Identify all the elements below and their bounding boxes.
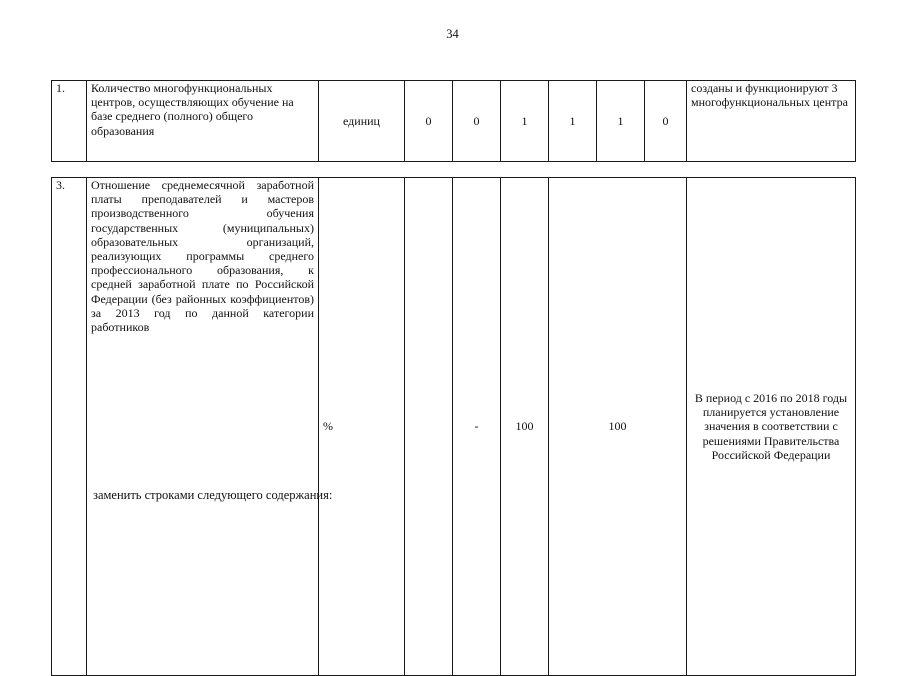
note-cell: созданы и функционируют 3 многофункциональных центра xyxy=(687,81,856,162)
indicator-name: Отношение среднемесячной заработной платы преподавателей и мастеров производственного обучения государственных (муниципальных) образовательных организаций, реализующих программы среднего профессионального образования, к средней заработной плате по Российской Федерации (без районных коэффициентов) за 2013 год по данной категории работников xyxy=(87,178,319,676)
page-number: 34 xyxy=(446,27,459,41)
value-cell: 0 xyxy=(405,81,453,162)
table-row xyxy=(52,178,856,676)
merged-period-cell: В период с 2016 по 2018 годы планируется установление значения в соответствии с решениями Правительства Российской Федерации xyxy=(687,178,856,676)
value-cell: 100 xyxy=(501,178,549,676)
value-cell: 0 xyxy=(645,81,687,162)
value-cell: 1 xyxy=(501,81,549,162)
row-number: 1. xyxy=(52,81,87,162)
replacement-instruction: заменить строками следующего содержания: xyxy=(93,488,333,502)
indicator-table-row-3 xyxy=(51,177,856,676)
unit-cell: единиц xyxy=(319,81,405,162)
row-number: 3. xyxy=(52,178,87,676)
table-row xyxy=(52,81,856,162)
unit-cell: % xyxy=(319,178,405,676)
indicator-table-row-1 xyxy=(51,80,856,162)
value-cell: 0 xyxy=(453,81,501,162)
value-cell: 100 xyxy=(549,178,687,676)
value-cell: 1 xyxy=(549,81,597,162)
value-cell xyxy=(405,178,453,676)
indicator-name: Количество многофункциональных центров, осуществляющих обучение на базе среднего (полного) общего образования xyxy=(87,81,319,162)
value-cell: 1 xyxy=(597,81,645,162)
value-cell: - xyxy=(453,178,501,676)
